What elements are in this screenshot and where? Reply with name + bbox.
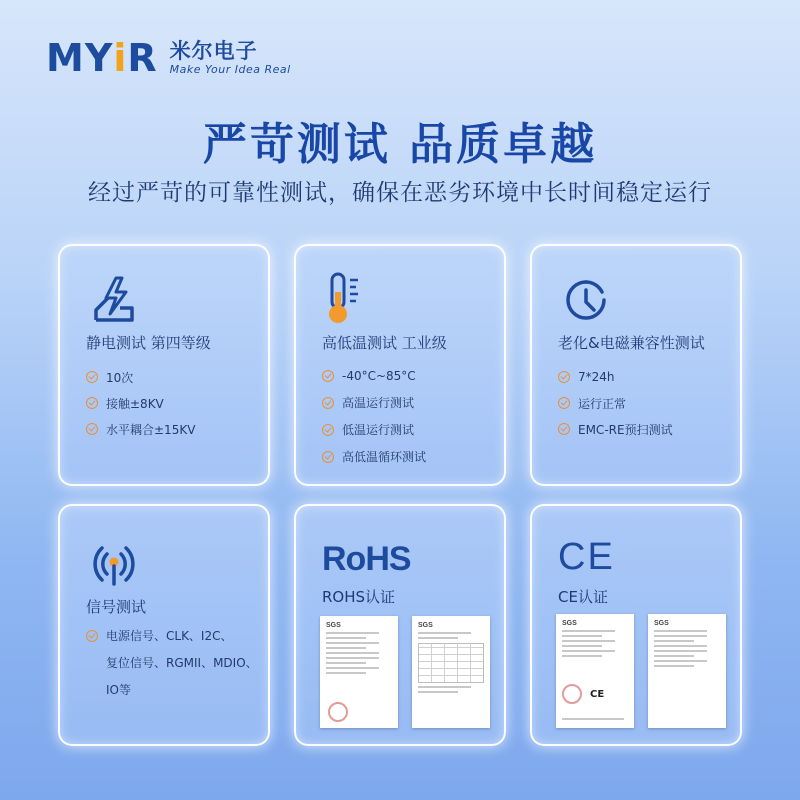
card-title: 静电测试 第四等级	[86, 334, 211, 352]
check-circle-icon	[322, 451, 334, 463]
card-items	[86, 364, 195, 442]
list-item: 高低温循环测试	[322, 443, 426, 470]
list-item: 接触±8KV	[86, 390, 195, 416]
card-rohs-cert	[294, 504, 506, 746]
list-item: 水平耦合±15KV	[86, 416, 195, 442]
check-circle-icon	[86, 630, 98, 642]
list-item: 10次	[86, 364, 195, 390]
list-item: -40°C~85°C	[322, 362, 426, 389]
card-esd-test	[58, 244, 270, 486]
list-item: 高温运行测试	[322, 389, 426, 416]
esd-lightning-icon	[86, 272, 142, 328]
check-circle-icon	[558, 423, 570, 435]
list-item: 复位信号、RGMII、MDIO、	[106, 656, 258, 670]
certificate-document: SGS	[412, 616, 490, 728]
card-ce-cert	[530, 504, 742, 746]
check-circle-icon	[86, 371, 98, 383]
card-title: ROHS认证	[322, 588, 396, 606]
card-title: CE认证	[558, 588, 608, 606]
check-circle-icon	[322, 424, 334, 436]
card-temperature-test	[294, 244, 506, 486]
check-circle-icon	[86, 397, 98, 409]
card-signal-test	[58, 504, 270, 746]
list-item: 低温运行测试	[322, 416, 426, 443]
list-item: 运行正常	[558, 390, 673, 416]
check-circle-icon	[86, 423, 98, 435]
clock-icon	[558, 272, 614, 328]
check-circle-icon	[322, 397, 334, 409]
rohs-mark: RoHS	[322, 540, 411, 578]
page-subtitle: 经过严苛的可靠性测试，确保在恶劣环境中长时间稳定运行	[88, 180, 712, 206]
list-item: 电源信号、CLK、I2C、	[86, 622, 258, 649]
brand-logo	[46, 36, 291, 80]
ce-mark: CE	[558, 536, 615, 578]
page-title: 严苛测试 品质卓越	[202, 119, 598, 170]
card-title: 高低温测试 工业级	[322, 334, 447, 352]
brand-name-cn: 米尔电子	[169, 38, 258, 63]
certificate-document: SGS	[320, 616, 398, 728]
brand-slogan: Make Your Idea Real	[169, 63, 291, 77]
card-title: 老化&电磁兼容性测试	[558, 334, 705, 352]
card-items	[558, 364, 673, 442]
list-item: IO等	[106, 683, 131, 697]
card-aging-emc-test	[530, 244, 742, 486]
signal-icon	[86, 536, 142, 592]
list-item: 7*24h	[558, 364, 673, 390]
card-items	[86, 622, 258, 703]
certificate-document: SGS	[648, 614, 726, 728]
check-circle-icon	[558, 371, 570, 383]
logo-wordmark: MYiR	[46, 36, 158, 80]
certificate-document: SGS CE	[556, 614, 634, 728]
list-item: EMC-RE预扫测试	[558, 416, 673, 442]
thermometer-icon	[318, 270, 374, 326]
card-title: 信号测试	[86, 598, 147, 616]
check-circle-icon	[322, 370, 334, 382]
card-items	[322, 362, 426, 470]
check-circle-icon	[558, 397, 570, 409]
